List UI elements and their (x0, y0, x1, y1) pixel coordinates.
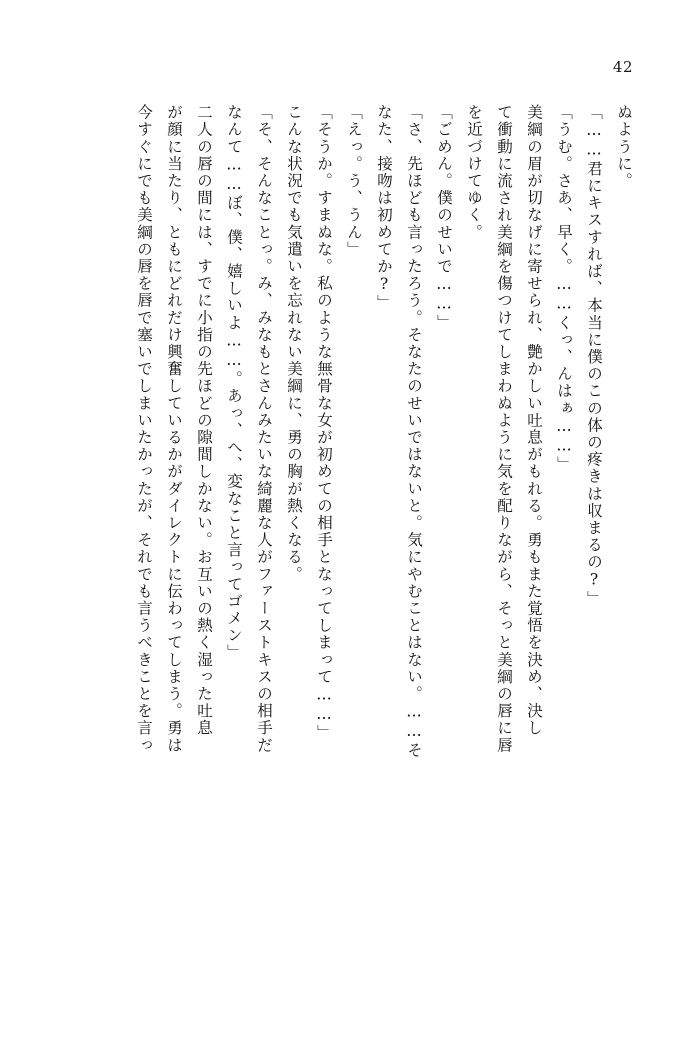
text-line: こんな状況でも気遣いを忘れない美綱に、勇の胸が熱くなる。 (285, 104, 303, 583)
text-line: が顔に当たり、ともにどれだけ興奮しているかがダイレクトに伝わってしまう。勇は (165, 104, 183, 754)
text-line: なた、接吻は初めてか?」 (375, 104, 393, 312)
vertical-text-body (56, 104, 639, 980)
page-number: 42 (612, 58, 633, 76)
text-line: 二人の唇の間には、すでに小指の先ほどの隙間しかない。お互いの熱く湿った吐息 (195, 104, 213, 737)
text-line: なんて……ぼ、僕、嬉しいよ……。あっ、へ、変なこと言ってゴメン」 (225, 104, 243, 662)
text-line: ぬように。 (615, 104, 633, 190)
text-line: 美綱の眉が切なげに寄せられ、艶かしい吐息がもれる。勇もまた覚悟を決め、決し (525, 104, 543, 737)
text-line: 「ごめん。僕のせいで……」 (435, 104, 453, 332)
text-line: 「そ、そんなことっ。み、みなもとさんみたいな綺麗な人がファーストキスの相手だ (255, 104, 273, 754)
text-line: 今すぐにでも美綱の唇を唇で塞いでしまいたかったが、それでも言うべきことを言っ (135, 104, 153, 754)
text-line: 「さ、先ほども言ったろう。そなたのせいではないと。気にやむことはない。……そ (405, 104, 423, 759)
text-line: を近づけてゆく。 (465, 104, 483, 241)
text-line: 「えっ。う、うん」 (345, 104, 363, 258)
text-line: て衝動に流され美綱を傷つけてしまわぬように気を配りながら、そっと美綱の唇に唇 (495, 104, 513, 754)
text-line: 「……君にキスすれば、本当に僕のこの体の疼きは収まるの?」 (585, 104, 603, 608)
text-line: 「うむ。さあ、早く。……くっ、んはぁ……」 (555, 104, 573, 474)
text-line: 「そうか。すまぬな。私のような無骨な女が初めての相手となってしまって……」 (315, 104, 333, 742)
